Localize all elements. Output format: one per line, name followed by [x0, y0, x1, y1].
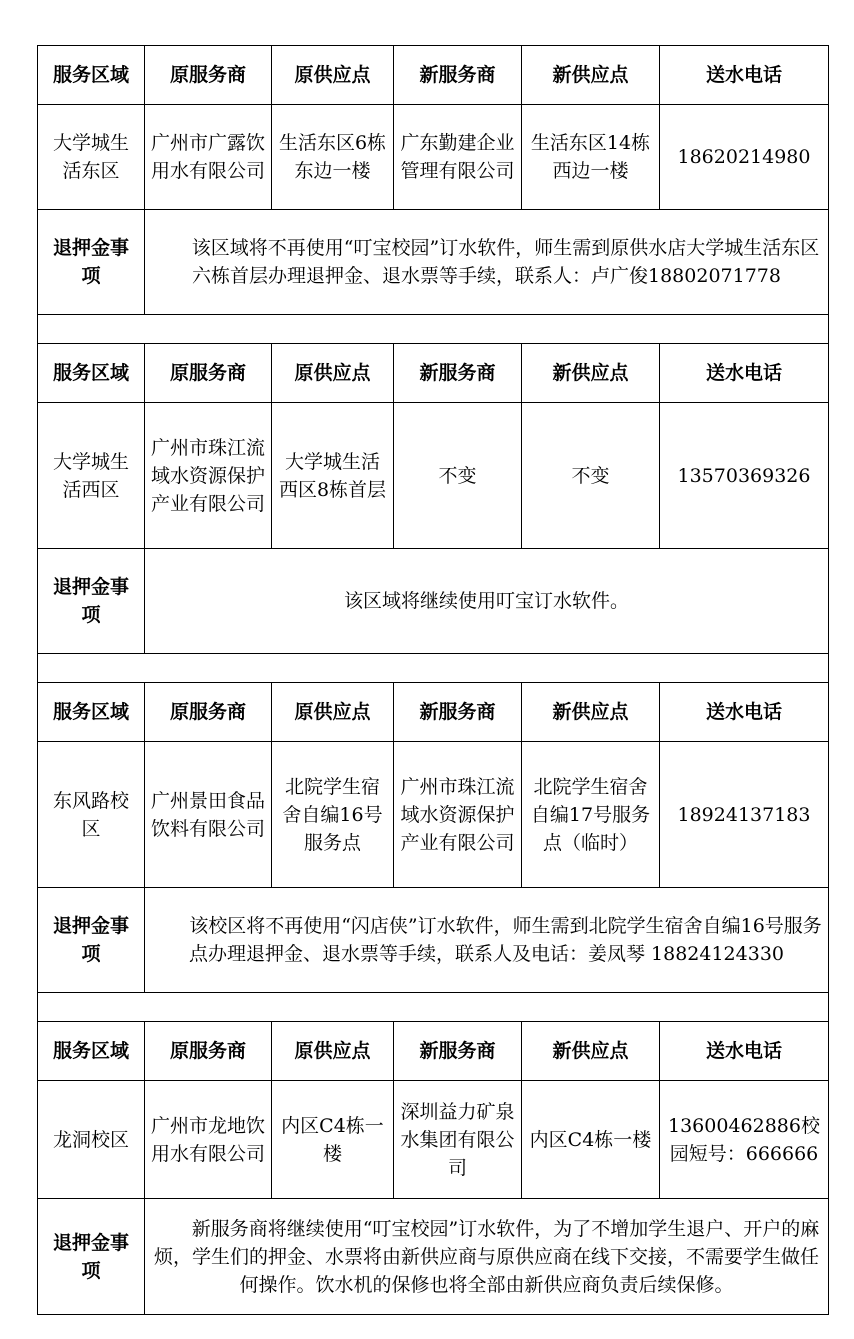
refund-note: 该校区将不再使用“闪店侠”订水软件，师生需到北院学生宿舍自编16号服务点办理退押金、退水票等手续，联系人及电话：姜凤琴 18824124330	[145, 888, 829, 993]
header-new-provider: 新服务商	[394, 1022, 522, 1081]
header-row	[38, 46, 829, 105]
phone-cell: 18620214980	[660, 105, 829, 210]
header-old-provider: 原服务商	[145, 344, 272, 403]
refund-label: 退押金事项	[38, 210, 145, 315]
new-provider-cell: 深圳益力矿泉水集团有限公司	[394, 1081, 522, 1199]
old-provider-cell: 广州市龙地饮用水有限公司	[145, 1081, 272, 1199]
old-provider-cell: 广州市珠江流域水资源保护产业有限公司	[145, 403, 272, 549]
data-row	[38, 1081, 829, 1199]
spacer-cell	[38, 315, 829, 344]
header-new-point: 新供应点	[522, 1022, 660, 1081]
header-new-provider: 新服务商	[394, 683, 522, 742]
refund-row	[38, 549, 829, 654]
header-phone: 送水电话	[660, 46, 829, 105]
old-point-cell: 大学城生活西区8栋首层	[272, 403, 394, 549]
header-row	[38, 683, 829, 742]
area-cell: 东风路校区	[38, 742, 145, 888]
new-provider-cell: 广州市珠江流域水资源保护产业有限公司	[394, 742, 522, 888]
new-point-cell: 内区C4栋一楼	[522, 1081, 660, 1199]
header-new-provider: 新服务商	[394, 46, 522, 105]
old-point-cell: 北院学生宿舍自编16号服务点	[272, 742, 394, 888]
data-row	[38, 105, 829, 210]
data-row	[38, 742, 829, 888]
header-phone: 送水电话	[660, 683, 829, 742]
refund-label: 退押金事项	[38, 549, 145, 654]
header-old-provider: 原服务商	[145, 46, 272, 105]
spacer-cell	[38, 654, 829, 683]
refund-row	[38, 1199, 829, 1315]
refund-label: 退押金事项	[38, 888, 145, 993]
new-point-cell: 生活东区14栋西边一楼	[522, 105, 660, 210]
header-phone: 送水电话	[660, 1022, 829, 1081]
header-area: 服务区域	[38, 344, 145, 403]
header-area: 服务区域	[38, 683, 145, 742]
phone-cell: 13570369326	[660, 403, 829, 549]
header-old-point: 原供应点	[272, 683, 394, 742]
refund-label: 退押金事项	[38, 1199, 145, 1315]
refund-note: 该区域将继续使用叮宝订水软件。	[145, 549, 829, 654]
refund-row	[38, 888, 829, 993]
header-phone: 送水电话	[660, 344, 829, 403]
water-service-table	[37, 45, 829, 1315]
new-provider-cell: 广东勤建企业管理有限公司	[394, 105, 522, 210]
header-row	[38, 344, 829, 403]
spacer-row	[38, 993, 829, 1022]
spacer-row	[38, 654, 829, 683]
data-row	[38, 403, 829, 549]
area-cell: 大学城生活西区	[38, 403, 145, 549]
header-old-point: 原供应点	[272, 46, 394, 105]
phone-cell: 13600462886校园短号：666666	[660, 1081, 829, 1199]
header-row	[38, 1022, 829, 1081]
old-point-cell: 内区C4栋一楼	[272, 1081, 394, 1199]
header-old-provider: 原服务商	[145, 683, 272, 742]
header-new-point: 新供应点	[522, 46, 660, 105]
new-point-cell: 不变	[522, 403, 660, 549]
header-area: 服务区域	[38, 1022, 145, 1081]
header-new-point: 新供应点	[522, 344, 660, 403]
phone-cell: 18924137183	[660, 742, 829, 888]
header-new-provider: 新服务商	[394, 344, 522, 403]
refund-row	[38, 210, 829, 315]
header-area: 服务区域	[38, 46, 145, 105]
old-provider-cell: 广州景田食品饮料有限公司	[145, 742, 272, 888]
new-provider-cell: 不变	[394, 403, 522, 549]
refund-note: 新服务商将继续使用“叮宝校园”订水软件，为了不增加学生退户、开户的麻烦，学生们的押金、水票将由新供应商与原供应商在线下交接，不需要学生做任何操作。饮水机的保修也将全部由新供应商负责后续保修。	[145, 1199, 829, 1315]
old-provider-cell: 广州市广露饮用水有限公司	[145, 105, 272, 210]
refund-note: 该区域将不再使用“叮宝校园”订水软件，师生需到原供水店大学城生活东区六栋首层办理退押金、退水票等手续，联系人：卢广俊18802071778	[145, 210, 829, 315]
area-cell: 龙洞校区	[38, 1081, 145, 1199]
header-old-point: 原供应点	[272, 1022, 394, 1081]
area-cell: 大学城生活东区	[38, 105, 145, 210]
spacer-cell	[38, 993, 829, 1022]
old-point-cell: 生活东区6栋东边一楼	[272, 105, 394, 210]
header-old-provider: 原服务商	[145, 1022, 272, 1081]
spacer-row	[38, 315, 829, 344]
header-old-point: 原供应点	[272, 344, 394, 403]
new-point-cell: 北院学生宿舍自编17号服务点（临时）	[522, 742, 660, 888]
header-new-point: 新供应点	[522, 683, 660, 742]
